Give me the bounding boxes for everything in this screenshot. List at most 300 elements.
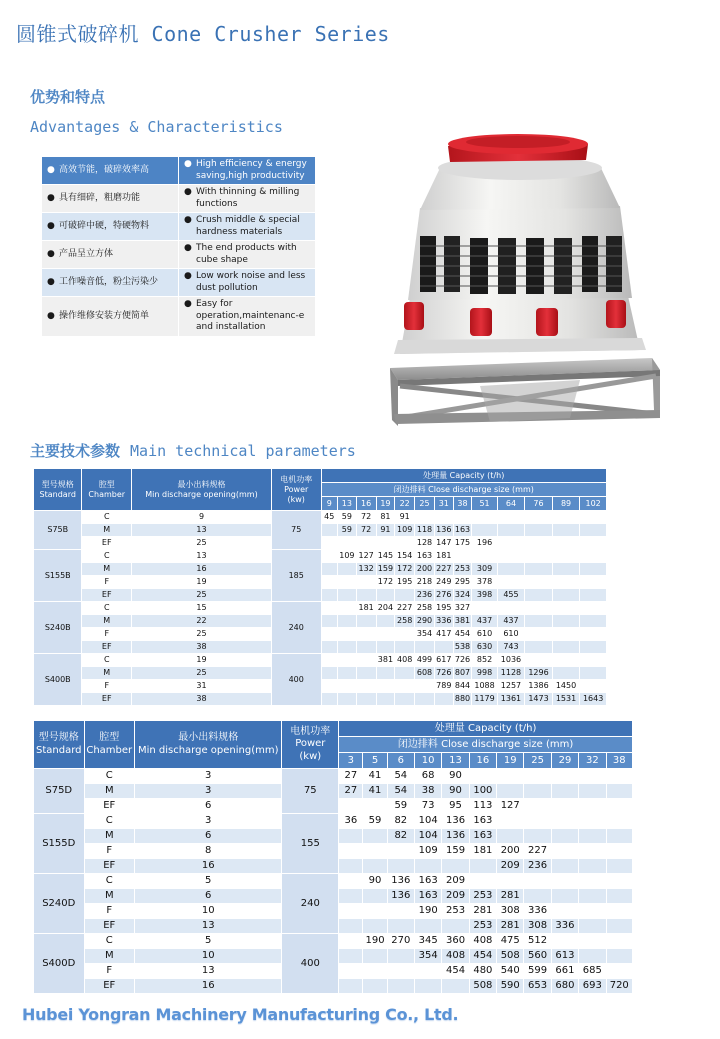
size-header: 76 (525, 497, 553, 511)
capacity-cell: 454 (453, 628, 472, 641)
capacity-cell (525, 550, 553, 563)
capacity-cell (552, 641, 580, 654)
capacity-cell (551, 814, 578, 829)
capacity-cell (415, 511, 435, 524)
red-hopper (448, 134, 588, 162)
capacity-cell (551, 874, 578, 889)
capacity-cell (387, 979, 414, 994)
advantage-cn-text: 工作噪音低，粉尘污染少 (59, 276, 159, 287)
capacity-cell: 1450 (552, 680, 580, 693)
capacity-cell (497, 814, 524, 829)
capacity-cell (552, 563, 580, 576)
capacity-cell: 610 (472, 628, 497, 641)
spec-table-d-series (33, 720, 633, 994)
capacity-cell: 336 (551, 919, 578, 934)
advantage-cn-cell (42, 297, 179, 337)
capacity-cell: 128 (415, 537, 435, 550)
capacity-cell: 308 (497, 904, 524, 919)
capacity-cell: 227 (524, 844, 551, 859)
capacity-cell: 354 (415, 628, 435, 641)
capacity-cell: 227 (395, 602, 415, 615)
min-opening-cell: 3 (135, 784, 282, 799)
min-opening-header-cn: 最小出料规格 (177, 479, 226, 489)
min-opening-cell: 16 (135, 859, 282, 874)
capacity-cell: 113 (469, 799, 496, 814)
chamber-cell: C (84, 769, 135, 784)
chamber-cell: M (84, 829, 135, 844)
capacity-cell: 90 (363, 874, 387, 889)
min-opening-cell: 25 (132, 589, 272, 602)
capacity-cell (524, 814, 551, 829)
capacity-cell: 209 (442, 889, 469, 904)
capacity-cell (525, 563, 553, 576)
advantage-item (184, 215, 310, 238)
capacity-cell (338, 667, 357, 680)
model-header-en: Standard (39, 489, 76, 499)
capacity-cell: 82 (387, 814, 414, 829)
capacity-cell: 54 (387, 769, 414, 784)
capacity-cell (497, 563, 525, 576)
capacity-cell: 109 (414, 844, 441, 859)
capacity-cell: 253 (442, 904, 469, 919)
capacity-cell (376, 537, 395, 550)
capacity-cell (321, 550, 338, 563)
capacity-cell (453, 511, 472, 524)
capacity-cell (525, 524, 553, 537)
chamber-cell: C (82, 602, 132, 615)
bullet-icon: ● (184, 187, 192, 197)
min-opening-cell: 5 (135, 934, 282, 949)
size-header: 32 (579, 753, 606, 769)
capacity-cell: 408 (442, 949, 469, 964)
capacity-cell (497, 550, 525, 563)
advantage-en-text: Crush middle & special hardness materials (196, 215, 300, 237)
capacity-cell: 163 (415, 550, 435, 563)
capacity-cell: 417 (434, 628, 453, 641)
capacity-cell: 807 (453, 667, 472, 680)
advantage-cn-cell (42, 213, 179, 241)
chamber-cell: C (84, 814, 135, 829)
capacity-cell (339, 919, 363, 934)
bullet-icon: ● (184, 159, 192, 169)
capacity-cell: 308 (524, 919, 551, 934)
capacity-cell: 378 (472, 576, 497, 589)
min-opening-cell: 22 (132, 615, 272, 628)
capacity-cell (363, 829, 387, 844)
capacity-cell (339, 979, 363, 994)
capacity-cell: 253 (453, 563, 472, 576)
capacity-cell (497, 524, 525, 537)
capacity-cell: 258 (415, 602, 435, 615)
capacity-cell (579, 889, 606, 904)
capacity-cell (356, 641, 376, 654)
capacity-cell: 253 (469, 889, 496, 904)
capacity-cell: 281 (497, 889, 524, 904)
capacity-cell (415, 641, 435, 654)
capacity-cell: 726 (434, 667, 453, 680)
capacity-cell: 480 (469, 964, 496, 979)
capacity-cell (356, 576, 376, 589)
capacity-cell (606, 964, 633, 979)
capacity-cell (551, 784, 578, 799)
chamber-cell: EF (82, 693, 132, 706)
chamber-cell: F (84, 844, 135, 859)
capacity-cell: 398 (472, 589, 497, 602)
table-row (34, 550, 607, 563)
chamber-cell: EF (82, 537, 132, 550)
capacity-cell (395, 693, 415, 706)
min-opening-cell: 10 (135, 904, 282, 919)
capacity-cell: 437 (497, 615, 525, 628)
capacity-cell (580, 667, 607, 680)
advantage-row (42, 213, 316, 241)
min-opening-cell: 3 (135, 814, 282, 829)
power-cell: 185 (271, 550, 321, 602)
chamber-cell: F (84, 904, 135, 919)
advantage-row (42, 241, 316, 269)
capacity-cell (525, 615, 553, 628)
capacity-cell: 360 (442, 934, 469, 949)
capacity-cell: 104 (414, 829, 441, 844)
capacity-cell (524, 874, 551, 889)
capacity-cell (579, 829, 606, 844)
chamber-cell: EF (84, 799, 135, 814)
advantage-cn-cell (42, 157, 179, 185)
chamber-cell: EF (82, 641, 132, 654)
capacity-cell (472, 524, 497, 537)
capacity-cell: 109 (395, 524, 415, 537)
capacity-cell (580, 680, 607, 693)
size-header: 38 (453, 497, 472, 511)
size-header: 6 (387, 753, 414, 769)
capacity-cell (525, 641, 553, 654)
capacity-cell: 236 (415, 589, 435, 602)
model-name: S400D (34, 934, 85, 994)
capacity-cell (338, 576, 357, 589)
table-row (34, 602, 607, 615)
capacity-cell: 59 (338, 511, 357, 524)
capacity-cell (376, 693, 395, 706)
capacity-cell (434, 511, 453, 524)
advantage-cn-text: 操作维修安装方便简单 (59, 310, 150, 321)
capacity-cell: 118 (415, 524, 435, 537)
bullet-icon: ● (47, 276, 55, 287)
capacity-cell: 1296 (525, 667, 553, 680)
capacity-cell (363, 889, 387, 904)
bullet-icon: ● (184, 271, 192, 281)
capacity-cell: 998 (472, 667, 497, 680)
table-row (34, 934, 633, 949)
capacity-cell (552, 550, 580, 563)
capacity-cell (395, 537, 415, 550)
capacity-cell (552, 615, 580, 628)
capacity-cell: 227 (434, 563, 453, 576)
capacity-cell (356, 589, 376, 602)
min-opening-cell: 6 (135, 889, 282, 904)
capacity-cell (579, 814, 606, 829)
capacity-cell: 91 (395, 511, 415, 524)
capacity-cell: 290 (415, 615, 435, 628)
capacity-cell: 408 (469, 934, 496, 949)
capacity-cell: 59 (363, 814, 387, 829)
capacity-cell: 181 (469, 844, 496, 859)
capacity-cell: 324 (453, 589, 472, 602)
capacity-cell (338, 615, 357, 628)
capacity-cell (339, 844, 363, 859)
capacity-cell: 1386 (525, 680, 553, 693)
capacity-cell: 538 (453, 641, 472, 654)
capacity-cell (606, 874, 633, 889)
capacity-cell (580, 615, 607, 628)
capacity-cell (415, 680, 435, 693)
size-header: 19 (497, 753, 524, 769)
power-cell: 240 (282, 874, 339, 934)
capacity-cell (321, 524, 338, 537)
capacity-cell (338, 654, 357, 667)
capacity-cell (321, 615, 338, 628)
capacity-cell (356, 693, 376, 706)
capacity-cell: 608 (415, 667, 435, 680)
power-header-cn: 电机功率 (280, 474, 313, 484)
capacity-cell: 136 (387, 874, 414, 889)
capacity-cell: 630 (472, 641, 497, 654)
spec-table-b-series (33, 468, 607, 706)
capacity-cell: 336 (434, 615, 453, 628)
advantage-cn-cell (42, 269, 179, 297)
capacity-cell (338, 537, 357, 550)
capacity-cell: 72 (356, 524, 376, 537)
capacity-cell: 590 (497, 979, 524, 994)
capacity-cell (469, 859, 496, 874)
capacity-cell: 136 (442, 814, 469, 829)
capacity-cell: 499 (415, 654, 435, 667)
size-header: 64 (497, 497, 525, 511)
capacity-cell (442, 919, 469, 934)
capacity-cell (376, 641, 395, 654)
advantage-item (47, 193, 173, 205)
capacity-cell (497, 829, 524, 844)
model-name: S75D (34, 769, 85, 814)
size-header: 22 (395, 497, 415, 511)
capacity-cell (376, 680, 395, 693)
bullet-icon: ● (47, 164, 55, 175)
bullet-icon: ● (184, 243, 192, 253)
capacity-cell (387, 919, 414, 934)
capacity-cell: 82 (387, 829, 414, 844)
capacity-cell (395, 641, 415, 654)
capacity-cell (580, 511, 607, 524)
model-header-cn: 型号规格 (41, 479, 74, 489)
capacity-cell: 147 (434, 537, 453, 550)
advantage-row (42, 157, 316, 185)
capacity-cell: 661 (551, 964, 578, 979)
size-header: 25 (524, 753, 551, 769)
size-header: 3 (339, 753, 363, 769)
capacity-cell (580, 602, 607, 615)
min-opening-cell: 15 (132, 602, 272, 615)
capacity-cell: 258 (395, 615, 415, 628)
capacity-cell (551, 799, 578, 814)
capacity-cell: 45 (321, 511, 338, 524)
capacity-cell (524, 769, 551, 784)
capacity-cell: 90 (442, 769, 469, 784)
capacity-cell (356, 680, 376, 693)
size-header: 13 (442, 753, 469, 769)
capacity-cell (434, 641, 453, 654)
capacity-cell: 190 (414, 904, 441, 919)
capacity-cell: 163 (453, 524, 472, 537)
capacity-cell (606, 829, 633, 844)
min-opening-cell: 25 (132, 667, 272, 680)
capacity-cell (395, 628, 415, 641)
capacity-cell: 163 (469, 814, 496, 829)
min-opening-header (132, 469, 272, 511)
capacity-cell (497, 537, 525, 550)
capacity-cell (580, 654, 607, 667)
size-header: 16 (356, 497, 376, 511)
min-opening-header-en: Min discharge opening(mm) (145, 489, 258, 499)
capacity-cell (338, 602, 357, 615)
advantage-row (42, 269, 316, 297)
advantage-en-cell (179, 213, 316, 241)
capacity-cell (321, 654, 338, 667)
size-header: 9 (321, 497, 338, 511)
capacity-cell (580, 563, 607, 576)
capacity-cell (339, 949, 363, 964)
capacity-cell: 218 (415, 576, 435, 589)
capacity-cell: 437 (472, 615, 497, 628)
capacity-cell: 880 (453, 693, 472, 706)
capacity-cell (579, 859, 606, 874)
capacity-cell (339, 964, 363, 979)
capacity-cell (552, 602, 580, 615)
capacity-cell: 68 (414, 769, 441, 784)
capacity-cell (606, 844, 633, 859)
power-cell: 240 (271, 602, 321, 654)
model-name: S240D (34, 874, 85, 934)
capacity-cell (551, 769, 578, 784)
capacity-cell (551, 904, 578, 919)
power-header (271, 469, 321, 511)
capacity-cell: 610 (497, 628, 525, 641)
capacity-header: 处理量 Capacity (t/h) (339, 721, 633, 737)
capacity-cell: 54 (387, 784, 414, 799)
capacity-cell: 281 (469, 904, 496, 919)
capacity-cell: 512 (524, 934, 551, 949)
capacity-cell (606, 904, 633, 919)
advantage-en-cell (179, 185, 316, 213)
advantages-heading-cn: 优势和特点 (30, 88, 106, 106)
capacity-cell (338, 693, 357, 706)
capacity-cell: 73 (414, 799, 441, 814)
model-name: S75B (34, 511, 82, 550)
advantage-cn-text: 具有细碎，粗磨功能 (59, 192, 141, 203)
advantage-item (184, 243, 310, 266)
bullet-icon: ● (47, 192, 55, 203)
model-header-cn: 型号规格 (38, 732, 79, 743)
min-opening-cell: 16 (135, 979, 282, 994)
bullet-icon: ● (47, 248, 55, 259)
model-header-en: Standard (36, 744, 82, 756)
advantage-en-cell (179, 269, 316, 297)
capacity-cell (579, 934, 606, 949)
capacity-cell: 680 (551, 979, 578, 994)
power-cell: 155 (282, 814, 339, 874)
size-header: 31 (434, 497, 453, 511)
advantage-row (42, 185, 316, 213)
capacity-cell: 181 (356, 602, 376, 615)
capacity-cell (395, 589, 415, 602)
capacity-cell (414, 919, 441, 934)
capacity-cell (497, 511, 525, 524)
capacity-cell (363, 799, 387, 814)
min-opening-cell: 31 (132, 680, 272, 693)
capacity-cell (497, 576, 525, 589)
capacity-cell (525, 602, 553, 615)
capacity-cell (579, 904, 606, 919)
capacity-cell (525, 589, 553, 602)
capacity-cell: 354 (414, 949, 441, 964)
capacity-cell (524, 829, 551, 844)
size-header: 5 (363, 753, 387, 769)
capacity-cell (376, 667, 395, 680)
capacity-cell (552, 524, 580, 537)
capacity-cell (356, 615, 376, 628)
capacity-cell: 81 (376, 511, 395, 524)
capacity-cell: 249 (434, 576, 453, 589)
advantage-item (184, 187, 310, 210)
size-header: 19 (376, 497, 395, 511)
capacity-cell (395, 667, 415, 680)
min-opening-cell: 9 (132, 511, 272, 524)
min-opening-header-cn: 最小出料规格 (178, 732, 239, 743)
chamber-header (84, 721, 135, 769)
model-name: S155B (34, 550, 82, 602)
capacity-cell: 209 (497, 859, 524, 874)
capacity-cell (356, 654, 376, 667)
capacity-cell: 336 (524, 904, 551, 919)
capacity-cell (356, 667, 376, 680)
capacity-cell (321, 693, 338, 706)
capacity-cell: 200 (497, 844, 524, 859)
capacity-cell: 508 (497, 949, 524, 964)
chamber-cell: M (84, 784, 135, 799)
capacity-cell (339, 859, 363, 874)
capacity-cell (525, 628, 553, 641)
capacity-cell (579, 784, 606, 799)
chamber-cell: F (82, 680, 132, 693)
capacity-cell: 844 (453, 680, 472, 693)
capacity-cell (414, 979, 441, 994)
chamber-cell: M (84, 889, 135, 904)
capacity-cell (525, 537, 553, 550)
advantage-cn-cell (42, 241, 179, 269)
capacity-cell: 454 (442, 964, 469, 979)
capacity-cell (453, 550, 472, 563)
page-title: 圆锥式破碎机 Cone Crusher Series (16, 22, 390, 46)
capacity-cell (579, 919, 606, 934)
min-opening-cell: 13 (132, 524, 272, 537)
capacity-cell: 685 (579, 964, 606, 979)
capacity-cell (524, 799, 551, 814)
capacity-cell (387, 904, 414, 919)
chamber-cell: M (82, 615, 132, 628)
power-header (282, 721, 339, 769)
min-opening-cell: 19 (132, 654, 272, 667)
power-header-en: Power (284, 484, 309, 494)
size-header: 25 (415, 497, 435, 511)
capacity-cell (339, 874, 363, 889)
